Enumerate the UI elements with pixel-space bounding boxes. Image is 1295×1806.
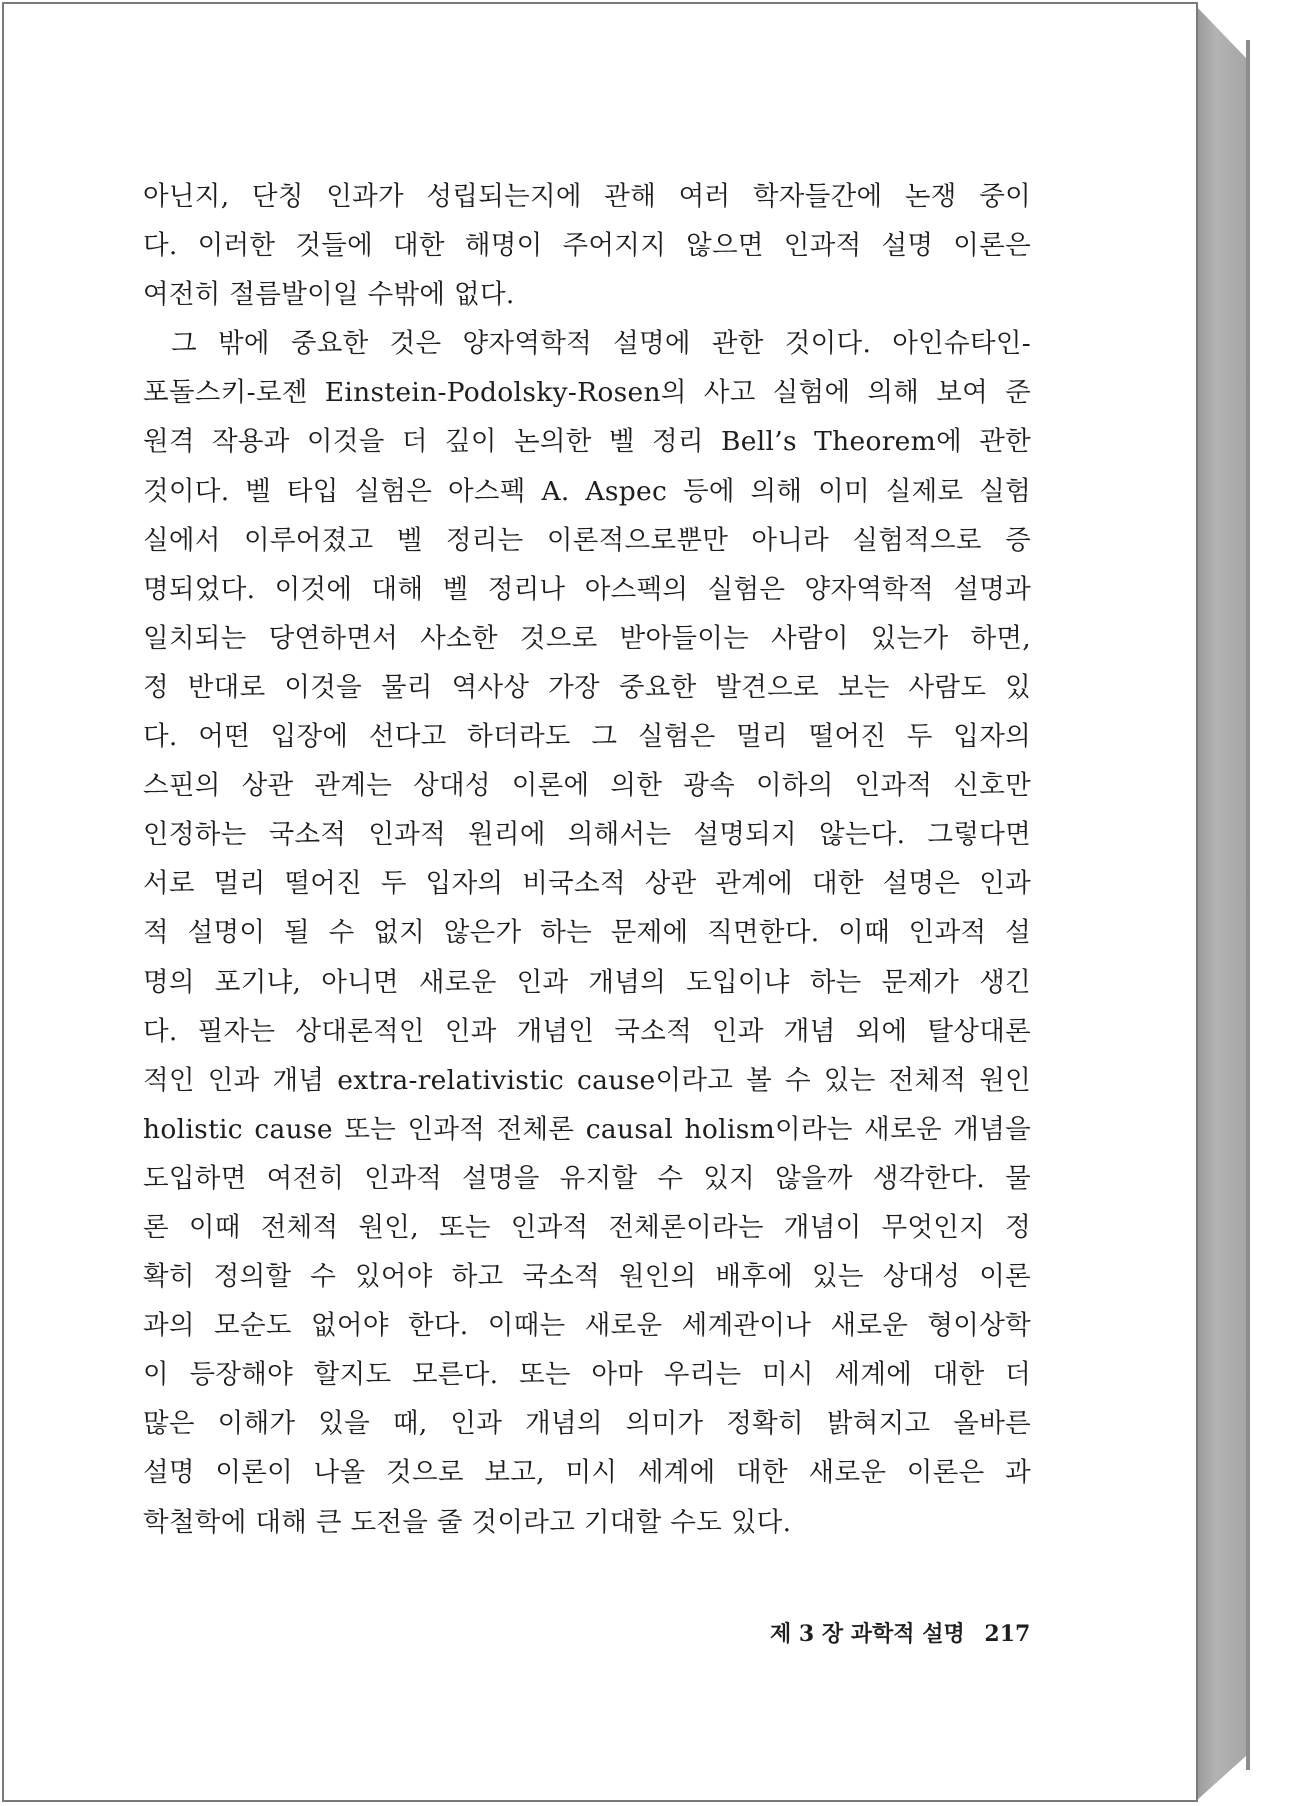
text-line: 포돌스키-로젠 Einstein-Podolsky-Rosen의 사고 실험에 의해 보여 준 bbox=[143, 377, 1031, 409]
text-line: 학철학에 대해 큰 도전을 줄 것이라고 기대할 수도 있다. bbox=[143, 1506, 792, 1538]
body-text bbox=[143, 172, 1031, 1547]
text-line: holistic cause 또는 인과적 전체론 causal holism이라는 새로운 개념을 bbox=[143, 1113, 1031, 1145]
text-line: 스핀의 상관 관계는 상대성 이론에 의한 광속 이하의 인과적 신호만 bbox=[143, 770, 1031, 802]
text-line: 명의 포기냐, 아니면 새로운 인과 개념의 도입이냐 하는 문제가 생긴 bbox=[143, 966, 1031, 998]
text-line: 실에서 이루어졌고 벨 정리는 이론적으로뿐만 아니라 실험적으로 증 bbox=[143, 524, 1031, 556]
text-line: 많은 이해가 있을 때, 인과 개념의 의미가 정확히 밝혀지고 올바른 bbox=[143, 1408, 1031, 1440]
text-line: 론 이때 전체적 원인, 또는 인과적 전체론이라는 개념이 무엇인지 정 bbox=[143, 1211, 1031, 1243]
text-line: 인정하는 국소적 인과적 원리에 의해서는 설명되지 않는다. 그렇다면 bbox=[143, 819, 1031, 851]
text-line: 정 반대로 이것을 물리 역사상 가장 중요한 발견으로 보는 사람도 있 bbox=[143, 671, 1031, 703]
text-line: 아닌지, 단칭 인과가 성립되는지에 관해 여러 학자들간에 논쟁 중이 bbox=[143, 181, 1031, 212]
text-line: 것이다. 벨 타입 실험은 아스펙 A. Aspec 등에 의해 이미 실제로 실험 bbox=[143, 475, 1031, 507]
text-line: 그 밖에 중요한 것은 양자역학적 설명에 관한 것이다. 아인슈타인- bbox=[171, 328, 1031, 360]
chapter-title: 제 3 장 과학적 설명 bbox=[770, 1621, 965, 1647]
text-line: 서로 멀리 떨어진 두 입자의 비국소적 상관 관계에 대한 설명은 인과 bbox=[143, 868, 1031, 900]
text-line: 이 등장해야 할지도 모른다. 또는 아마 우리는 미시 세계에 대한 더 bbox=[143, 1359, 1031, 1391]
text-line: 도입하면 여전히 인과적 설명을 유지할 수 있지 않을까 생각한다. 물 bbox=[143, 1162, 1031, 1194]
text-line: 적 설명이 될 수 없지 않은가 하는 문제에 직면한다. 이때 인과적 설 bbox=[143, 917, 1031, 949]
text-line: 다. 이러한 것들에 대한 해명이 주어지지 않으면 인과적 설명 이론은 bbox=[143, 230, 1031, 262]
text-line: 일치되는 당연하면서 사소한 것으로 받아들이는 사람이 있는가 하면, bbox=[143, 622, 1031, 654]
page-stack-edge bbox=[1196, 6, 1246, 1801]
text-line: 여전히 절름발이일 수밖에 없다. bbox=[143, 279, 515, 311]
text-line: 확히 정의할 수 있어야 하고 국소적 원인의 배후에 있는 상대성 이론 bbox=[143, 1261, 1031, 1293]
page-number: 217 bbox=[984, 1621, 1031, 1647]
text-line: 다. 필자는 상대론적인 인과 개념인 국소적 인과 개념 외에 탈상대론 bbox=[143, 1015, 1031, 1047]
text-line: 과의 모순도 없어야 한다. 이때는 새로운 세계관이나 새로운 형이상학 bbox=[143, 1310, 1031, 1342]
text-line: 다. 어떤 입장에 선다고 하더라도 그 실험은 멀리 떨어진 두 입자의 bbox=[143, 721, 1031, 753]
text-line: 명되었다. 이것에 대해 벨 정리나 아스펙의 실험은 양자역학적 설명과 bbox=[143, 573, 1031, 605]
text-line: 적인 인과 개념 extra-relativistic cause이라고 볼 수 있는 전체적 원인 bbox=[143, 1064, 1031, 1096]
page-stack-shadow bbox=[1246, 40, 1250, 1770]
page-footer bbox=[770, 1617, 1030, 1648]
text-line: 설명 이론이 나올 것으로 보고, 미시 세계에 대한 새로운 이론은 과 bbox=[143, 1457, 1031, 1489]
text-line: 원격 작용과 이것을 더 깊이 논의한 벨 정리 Bell’s Theorem에 관한 bbox=[143, 426, 1031, 458]
